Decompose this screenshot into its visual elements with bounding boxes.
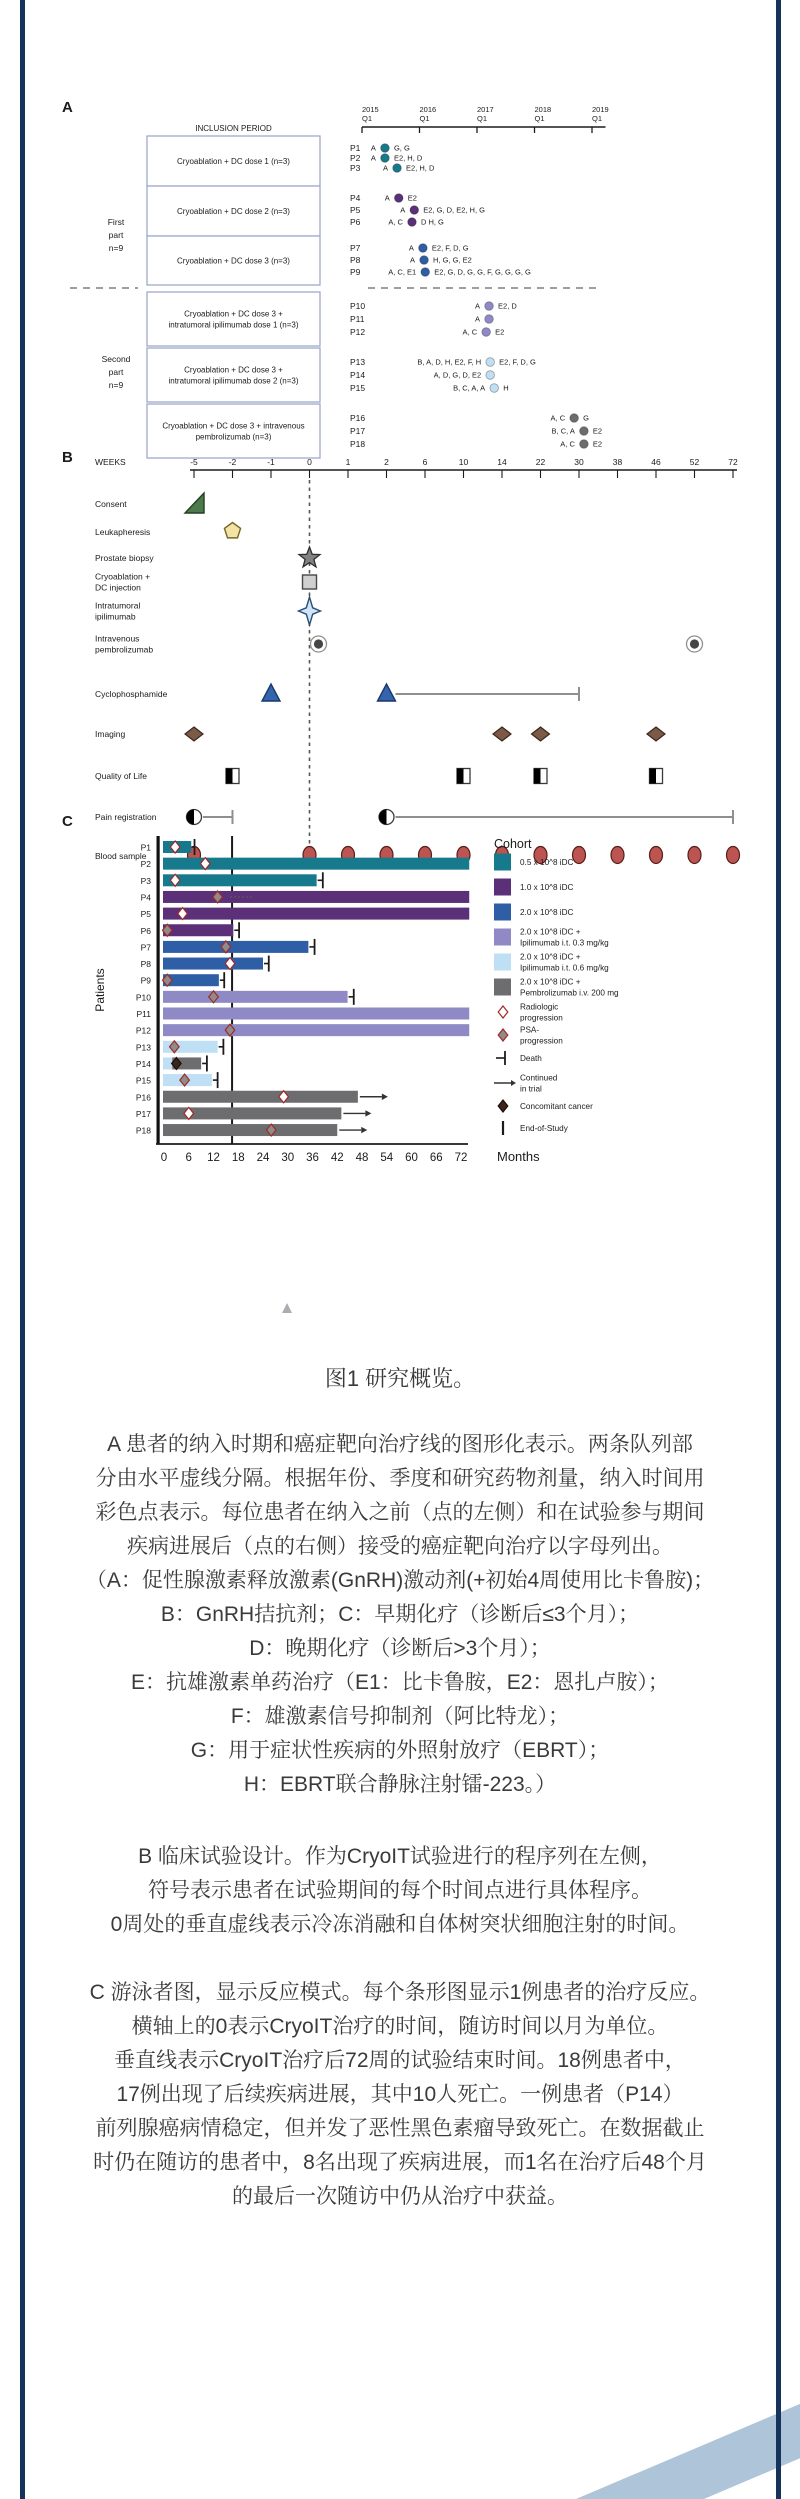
enrollment-dot <box>486 371 495 380</box>
month-tick-label: 66 <box>429 1152 443 1164</box>
legend-symbol-label: Death <box>520 1054 542 1063</box>
week-tick-label: 52 <box>689 457 700 467</box>
blood-sample-icon <box>573 847 586 864</box>
pre-treatment-letters: A, C <box>560 439 575 449</box>
swimmer-row-label: P3 <box>140 875 151 886</box>
caption-line: 17例出现了后续疾病进展，其中10人死亡。一例患者（P14） <box>116 2083 684 2106</box>
post-treatment-letters: H, G, G, E2 <box>433 255 472 265</box>
caption-line: 分由水平虚线分隔。根据年份、季度和研究药物剂量，纳入时间用 <box>95 1467 705 1490</box>
swimmer-bar <box>163 924 233 936</box>
group-label-first-part: n=9 <box>108 243 124 253</box>
cohort-box-label: Cryoablation + DC dose 3 + intravenous <box>162 421 305 431</box>
patient-id: P11 <box>350 314 365 324</box>
week-tick-label: 30 <box>574 457 584 467</box>
enrollment-dot <box>486 358 495 367</box>
week-tick-label: -2 <box>228 457 237 467</box>
year-label: 2019 <box>592 105 609 114</box>
enrollment-dot <box>490 384 499 393</box>
patient-id: P8 <box>350 255 361 265</box>
continued-arrowhead-icon <box>382 1094 388 1100</box>
swimmer-bar <box>163 941 308 953</box>
pre-treatment-letters: A <box>475 301 481 311</box>
week-tick-label: 46 <box>651 457 661 467</box>
quarter-label: Q1 <box>477 114 488 123</box>
collapse-triangle-icon[interactable]: ▲ <box>278 1298 296 1317</box>
enrollment-dot <box>419 244 428 253</box>
legend-cohort-label: 0.5 x 10^8 iDC <box>520 858 574 867</box>
legend-cohort-label: Pembrolizumab i.v. 200 mg <box>520 988 619 998</box>
panel-a-label: A <box>62 99 73 116</box>
enrollment-dot <box>410 206 419 215</box>
year-label: 2016 <box>419 105 437 114</box>
legend-psa-icon <box>498 1029 508 1041</box>
enrollment-dot <box>421 268 430 277</box>
enrollment-dot <box>394 194 403 203</box>
diamond-icon <box>532 727 550 741</box>
post-treatment-letters: E2, G, D, G, G, F, G, G, G, G <box>434 267 531 277</box>
half-square-fill <box>457 769 464 784</box>
patient-id: P17 <box>350 426 366 436</box>
cohort-box <box>147 292 320 346</box>
procedure-label: pembrolizumab <box>95 644 154 655</box>
swimmer-row-label: P4 <box>140 892 151 903</box>
four-point-star-icon <box>299 597 321 625</box>
caption-line: A 患者的纳入时期和癌症靶向治疗线的图形化表示。两条队列部 <box>107 1433 693 1456</box>
caption-line: 垂直线表示CryoIT治疗后72周的试验结束时间。18例患者中， <box>114 2049 686 2072</box>
month-tick-label: 72 <box>454 1152 468 1164</box>
week-tick-label: 14 <box>497 457 507 467</box>
blood-sample-icon <box>727 847 740 864</box>
swimmer-row-label: P1 <box>140 842 151 853</box>
cohort-box-label: Cryoablation + DC dose 2 (n=3) <box>177 207 290 216</box>
swimmer-bar <box>163 1124 337 1136</box>
week-tick-label: 0 <box>307 457 312 467</box>
post-treatment-letters: G <box>583 413 589 423</box>
swimmer-bar <box>163 1091 358 1103</box>
legend-cohort-label: 2.0 x 10^8 iDC <box>520 908 574 917</box>
week-tick-label: -1 <box>267 457 275 467</box>
enrollment-dot <box>482 328 491 337</box>
swimmer-bar <box>163 891 469 903</box>
patient-id: P18 <box>350 439 366 449</box>
x-axis-title: Months <box>497 1149 540 1164</box>
figure-caption-title: 图1 研究概览。 <box>324 1366 476 1391</box>
year-label: 2017 <box>477 105 494 114</box>
pre-treatment-letters: A <box>370 143 376 153</box>
legend-symbol-label: in trial <box>520 1084 542 1094</box>
half-circle-fill <box>187 810 194 825</box>
patient-id: P2 <box>350 153 361 163</box>
triangle-icon <box>378 684 396 701</box>
weeks-axis-label: WEEKS <box>95 457 126 467</box>
dot-icon <box>690 639 699 648</box>
enrollment-dot <box>420 256 429 265</box>
procedure-label: Consent <box>95 499 127 509</box>
swimmer-bar <box>163 874 317 886</box>
patient-id: P14 <box>350 370 366 380</box>
enrollment-dot <box>381 144 390 153</box>
legend-symbol-label: Concomitant cancer <box>520 1102 593 1111</box>
month-tick-label: 18 <box>231 1152 245 1164</box>
procedure-label: Intravenous <box>95 633 140 644</box>
pre-treatment-letters: A <box>370 153 376 163</box>
legend-title: Cohort <box>494 837 532 851</box>
patient-id: P9 <box>350 267 361 277</box>
half-circle-fill <box>379 810 386 825</box>
post-treatment-letters: E2, H, D <box>393 153 423 163</box>
patient-id: P16 <box>350 413 366 423</box>
month-tick-label: 30 <box>281 1152 295 1164</box>
pre-treatment-letters: B, C, A <box>551 426 575 436</box>
month-tick-label: 0 <box>160 1152 168 1164</box>
triangle-icon <box>262 684 280 701</box>
post-treatment-letters: E2, F, D, G <box>499 357 536 367</box>
swimmer-row-label: P5 <box>140 909 151 920</box>
swimmer-row-label: P2 <box>140 859 151 870</box>
post-treatment-letters: D H, G <box>420 217 444 227</box>
swimmer-row-label: P11 <box>136 1009 151 1019</box>
legend-swatch <box>494 954 511 971</box>
week-tick-label: 72 <box>728 457 738 467</box>
patient-id: P13 <box>350 357 366 367</box>
month-tick-label: 54 <box>380 1152 394 1164</box>
caption-line: H：EBRT联合静脉注射镭-223。） <box>243 1773 557 1796</box>
group-label-second-part: Second <box>101 354 131 364</box>
square-icon <box>303 575 317 589</box>
swimmer-row-label: P7 <box>140 942 151 953</box>
caption-line: 符号表示患者在试验期间的每个时间点进行具体程序。 <box>148 1879 652 1902</box>
blood-sample-icon <box>611 847 624 864</box>
month-tick-label: 6 <box>185 1152 192 1164</box>
post-treatment-letters: E2, G, D, E2, H, G <box>423 205 485 215</box>
week-tick-label: 10 <box>458 457 469 467</box>
patient-id: P1 <box>350 143 361 153</box>
cohort-box-label: intratumoral ipilimumab dose 1 (n=3) <box>168 320 299 330</box>
caption-line: 前列腺癌病情稳定，但并发了恶性黑色素瘤导致死亡。在数据截止 <box>95 2117 705 2140</box>
pentagon-icon <box>224 523 240 538</box>
legend-symbol-label: progression <box>520 1036 563 1046</box>
caption-line: 0周处的垂直虚线表示冷冻消融和自体树突状细胞注射的时间。 <box>110 1913 690 1936</box>
caption-line: B 临床试验设计。作为CryoIT试验进行的程序列在左侧， <box>138 1845 662 1868</box>
swimmer-row-label: P15 <box>135 1075 151 1086</box>
legend-cohort-label: 2.0 x 10^8 iDC + <box>520 927 581 937</box>
legend-swatch <box>494 929 511 946</box>
patient-id: P6 <box>350 217 361 227</box>
post-treatment-letters: E2 <box>495 327 505 337</box>
cohort-box-label: Cryoablation + DC dose 3 + <box>184 309 283 319</box>
caption-line: B：GnRH拮抗剂；C：早期化疗（诊断后≤3个月）； <box>160 1603 640 1626</box>
swimmer-row-label: P8 <box>140 959 151 970</box>
swimmer-row-label: P12 <box>135 1025 151 1036</box>
pre-treatment-letters: A <box>475 314 481 324</box>
procedure-label: Cyclophosphamide <box>95 689 168 699</box>
swimmer-bar <box>163 908 469 920</box>
legend-swatch <box>494 904 511 921</box>
enrollment-dot <box>485 302 494 311</box>
pre-treatment-letters: A, C <box>462 327 478 337</box>
legend-cohort-label: 2.0 x 10^8 iDC + <box>520 977 581 987</box>
patient-id: P7 <box>350 243 361 253</box>
inclusion-period-title: INCLUSION PERIOD <box>195 124 272 133</box>
legend-swatch <box>494 854 511 871</box>
month-tick-label: 42 <box>330 1152 344 1164</box>
swimmer-row-label: P13 <box>135 1042 151 1053</box>
procedure-label: Pain registration <box>95 812 157 822</box>
continued-arrowhead-icon <box>361 1127 367 1133</box>
group-label-first-part: First <box>107 217 125 227</box>
swimmer-bar <box>163 1008 469 1020</box>
pre-treatment-letters: A, C <box>388 217 403 227</box>
procedure-label: Leukapheresis <box>95 527 151 537</box>
year-label: 2015 <box>362 105 379 114</box>
page-border-right <box>776 0 781 2499</box>
swimmer-bar <box>163 991 348 1003</box>
caption-line: C 游泳者图，显示反应模式。每个条形图显示1例患者的治疗反应。 <box>89 1981 711 2004</box>
cohort-box-label: Cryoablation + DC dose 3 + <box>184 365 283 375</box>
legend-symbol-label: progression <box>520 1013 563 1023</box>
year-label: 2018 <box>534 105 552 114</box>
cohort-box-label: Cryoablation + DC dose 1 (n=3) <box>177 157 290 166</box>
caption-line: 的最后一次随访中仍从治疗中获益。 <box>232 2185 568 2208</box>
caption-paragraph-b <box>32 1840 768 1942</box>
page-corner-ribbon <box>505 2389 800 2499</box>
patient-id: P3 <box>350 163 361 173</box>
cohort-box <box>147 348 320 402</box>
caption-line: 时仍在随访的患者中，8名出现了疾病进展，而1名在治疗后48个月 <box>93 2151 707 2174</box>
caption-line: D：晚期化疗（诊断后>3个月）； <box>249 1637 551 1660</box>
consent-triangle-icon <box>185 493 204 513</box>
swimmer-row-label: P17 <box>135 1108 151 1119</box>
pre-treatment-letters: A <box>400 205 406 215</box>
blood-sample-icon <box>688 847 701 864</box>
legend-arrow-icon <box>511 1080 516 1086</box>
diamond-icon <box>185 727 203 741</box>
week-tick-label: 22 <box>535 457 546 467</box>
page-border-left <box>20 0 25 2499</box>
swimmer-row-label: P10 <box>135 992 151 1003</box>
post-treatment-letters: E2, F, D, G <box>431 243 469 253</box>
week-tick-label: 2 <box>384 457 389 467</box>
month-tick-label: 60 <box>405 1152 418 1164</box>
pre-treatment-letters: A <box>408 243 414 253</box>
cohort-box-label: pembrolizumab (n=3) <box>195 432 272 442</box>
caption-line: （A：促性腺激素释放激素(GnRH)激动剂(+初始4周使用比卡鲁胺)； <box>85 1569 715 1592</box>
swimmer-bar <box>163 1024 469 1036</box>
swimmer-row-label: P18 <box>135 1125 151 1136</box>
legend-radiologic-icon <box>498 1006 508 1018</box>
post-treatment-letters: E2 <box>407 193 417 203</box>
swimmer-row-label: P14 <box>135 1058 151 1069</box>
caption-line: 疾病进展后（点的右侧）接受的癌症靶向治疗以字母列出。 <box>127 1535 673 1558</box>
patient-id: P4 <box>350 193 361 203</box>
diamond-icon <box>493 727 511 741</box>
swimmer-bar <box>163 958 263 970</box>
y-axis <box>157 836 160 1144</box>
enrollment-dot <box>381 154 390 163</box>
procedure-label: Cryoablation + <box>95 571 151 582</box>
continued-arrowhead-icon <box>365 1110 371 1116</box>
cohort-box-label: Cryoablation + DC dose 3 (n=3) <box>177 256 290 266</box>
quarter-label: Q1 <box>362 114 373 123</box>
patient-id: P15 <box>350 383 366 393</box>
caption-line: E：抗雄激素单药治疗（E1：比卡鲁胺，E2：恩扎卢胺）； <box>131 1671 669 1694</box>
group-label-second-part: part <box>108 367 124 377</box>
week-tick-label: -5 <box>190 457 198 467</box>
post-treatment-letters: E2, D <box>498 301 517 311</box>
post-treatment-letters: E2 <box>592 426 603 436</box>
patient-id: P10 <box>350 301 366 311</box>
legend-concomitant-icon <box>498 1100 508 1112</box>
month-tick-label: 36 <box>306 1152 319 1164</box>
caption-line: F：雄激素信号抑制剂（阿比特龙）； <box>230 1705 570 1728</box>
legend-cohort-label: Ipilimumab i.t. 0.3 mg/kg <box>520 938 609 948</box>
week-tick-label: 1 <box>345 457 351 467</box>
procedure-label: DC injection <box>95 582 141 593</box>
legend-cohort-label: 2.0 x 10^8 iDC + <box>520 952 581 962</box>
dot-icon <box>314 639 323 648</box>
post-treatment-letters: E2, H, D <box>406 163 435 173</box>
procedure-label: ipilimumab <box>95 611 136 622</box>
group-label-second-part: n=9 <box>108 380 124 390</box>
quarter-label: Q1 <box>592 114 603 123</box>
legend-cohort-label: 1.0 x 10^8 iDC <box>520 883 574 892</box>
legend-symbol-label: Radiologic <box>520 1002 559 1012</box>
caption-line: 横轴上的0表示CryoIT治疗的时间，随访时间以月为单位。 <box>131 2015 669 2038</box>
pre-treatment-letters: B, A, D, H, E2, F, H <box>417 357 482 367</box>
pre-treatment-letters: A <box>410 255 416 265</box>
pre-treatment-letters: A <box>384 193 390 203</box>
enrollment-dot <box>408 218 417 227</box>
half-square-fill <box>534 769 541 784</box>
group-label-first-part: part <box>108 230 124 240</box>
pre-treatment-letters: A, D, G, D, E2 <box>433 370 482 380</box>
month-tick-label: 12 <box>207 1152 220 1164</box>
pre-treatment-letters: A, C <box>550 413 566 423</box>
swimmer-row-label: P6 <box>140 925 151 936</box>
caption-paragraph-a <box>32 1428 768 1802</box>
legend-swatch <box>494 979 511 996</box>
blood-sample-icon <box>650 847 663 864</box>
caption-paragraph-c <box>32 1976 768 2214</box>
legend-swatch <box>494 879 511 896</box>
procedure-label: Blood sample <box>95 851 147 861</box>
post-treatment-letters: E2 <box>592 439 603 449</box>
diamond-icon <box>647 727 665 741</box>
swimmer-row-label: P9 <box>140 975 151 986</box>
month-tick-label: 24 <box>256 1152 270 1164</box>
procedure-label: Prostate biopsy <box>95 553 154 563</box>
panel-c-label: C <box>62 813 73 830</box>
cohort-box <box>147 404 320 458</box>
enrollment-dot <box>485 315 494 324</box>
patient-id: P12 <box>350 327 366 337</box>
pre-treatment-letters: A <box>383 163 389 173</box>
procedure-label: Imaging <box>95 729 126 739</box>
quarter-label: Q1 <box>419 114 430 123</box>
y-axis-title: Patients <box>93 968 107 1012</box>
patient-id: P5 <box>350 205 361 215</box>
post-treatment-letters: G, G <box>393 143 410 153</box>
legend-cohort-label: Ipilimumab i.t. 0.6 mg/kg <box>520 963 609 973</box>
pre-treatment-letters: B, C, A, A <box>453 383 486 393</box>
panel-b-label: B <box>62 449 73 466</box>
enrollment-dot <box>570 414 579 423</box>
procedure-label: Intratumoral <box>95 600 141 611</box>
procedure-label: Quality of Life <box>95 771 147 781</box>
enrollment-dot <box>393 164 402 173</box>
pre-treatment-letters: A, C, E1 <box>388 267 417 277</box>
caption-line: 彩色点表示。每位患者在纳入之前（点的左侧）和在试验参与期间 <box>95 1501 705 1524</box>
cohort-box-label: intratumoral ipilimumab dose 2 (n=3) <box>168 376 299 386</box>
week-tick-label: 38 <box>612 457 623 467</box>
half-square-fill <box>650 769 657 784</box>
enrollment-dot <box>580 440 589 449</box>
caption-line: G：用于症状性疾病的外照射放疗（EBRT）； <box>190 1739 610 1762</box>
swimmer-row-label: P16 <box>135 1092 151 1103</box>
legend-symbol-label: End-of-Study <box>520 1124 568 1133</box>
quarter-label: Q1 <box>534 114 545 123</box>
post-treatment-letters: H <box>503 383 509 393</box>
half-square-fill <box>226 769 233 784</box>
month-tick-label: 48 <box>355 1152 369 1164</box>
legend-symbol-label: PSA- <box>520 1025 540 1035</box>
enrollment-dot <box>580 427 589 436</box>
legend-symbol-label: Continued <box>520 1073 558 1083</box>
week-tick-label: 6 <box>422 457 428 467</box>
